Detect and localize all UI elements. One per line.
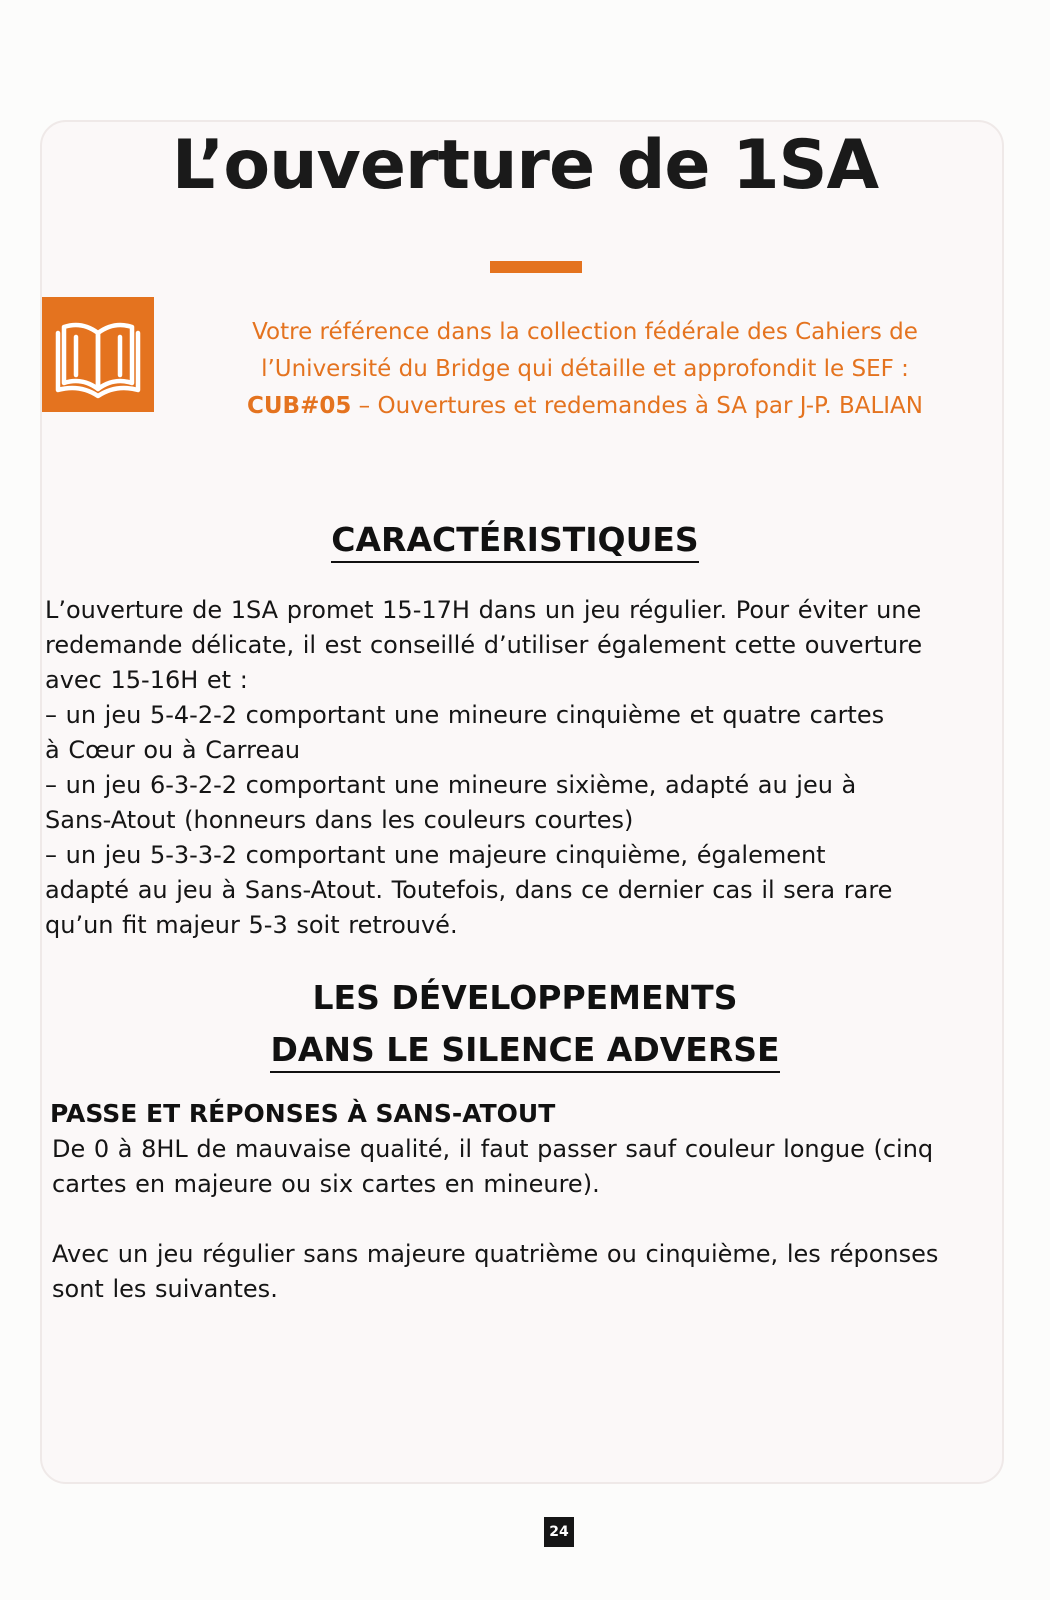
body-line: – un jeu 6-3-2-2 comportant une mineure sixième, adapté au jeu à (45, 771, 857, 799)
book-icon (42, 297, 154, 412)
subheading-passe-reponses: PASSE ET RÉPONSES À SANS-ATOUT (50, 1099, 556, 1128)
body-line: – un jeu 5-4-2-2 comportant une mineure cinquième et quatre cartes (45, 701, 885, 729)
body-line: Sans-Atout (honneurs dans les couleurs courtes) (45, 806, 634, 834)
section2-paragraph-2 (52, 1237, 1012, 1307)
page-number: 24 (544, 1517, 574, 1547)
section2-paragraph-1 (52, 1132, 1012, 1202)
body-line: sont les suivantes. (52, 1275, 278, 1303)
reference-line-1: Votre référence dans la collection fédérale des Cahiers de (252, 319, 918, 345)
section-heading-line-2: DANS LE SILENCE ADVERSE (270, 1030, 779, 1073)
reference-line-3-text: – Ouvertures et redemandes à SA par J-P. BALIAN (351, 393, 923, 419)
body-line: redemande délicate, il est conseillé d’utiliser également cette ouverture (45, 631, 923, 659)
reference-line-2: l’Université du Bridge qui détaille et approfondit le SEF : (261, 356, 909, 382)
body-line: cartes en majeure ou six cartes en mineure). (52, 1170, 600, 1198)
section-heading-caracteristiques (0, 520, 1030, 559)
section-heading-developpements (0, 972, 1050, 1076)
body-line: De 0 à 8HL de mauvaise qualité, il faut passer sauf couleur longue (cinq (52, 1135, 934, 1163)
body-line: à Cœur ou à Carreau (45, 736, 301, 764)
reference-code: CUB#05 (247, 393, 352, 419)
body-line: adapté au jeu à Sans-Atout. Toutefois, dans ce dernier cas il sera rare (45, 876, 893, 904)
body-line: avec 15-16H et : (45, 666, 248, 694)
section-heading-line-1: LES DÉVELOPPEMENTS (312, 978, 738, 1017)
reference-note (160, 314, 1010, 425)
page-title: L’ouverture de 1SA (171, 126, 879, 205)
body-line: – un jeu 5-3-3-2 comportant une majeure cinquième, également (45, 841, 826, 869)
body-line: qu’un fit majeur 5-3 soit retrouvé. (45, 911, 458, 939)
section-heading-text: CARACTÉRISTIQUES (331, 520, 698, 563)
title-accent-bar (490, 261, 582, 273)
body-line: L’ouverture de 1SA promet 15-17H dans un jeu régulier. Pour éviter une (45, 596, 922, 624)
section-heading-line-2-wrap (0, 1024, 1050, 1076)
section1-body (45, 593, 995, 943)
reference-line-3 (247, 393, 923, 419)
body-line: Avec un jeu régulier sans majeure quatrième ou cinquième, les réponses (52, 1240, 939, 1268)
